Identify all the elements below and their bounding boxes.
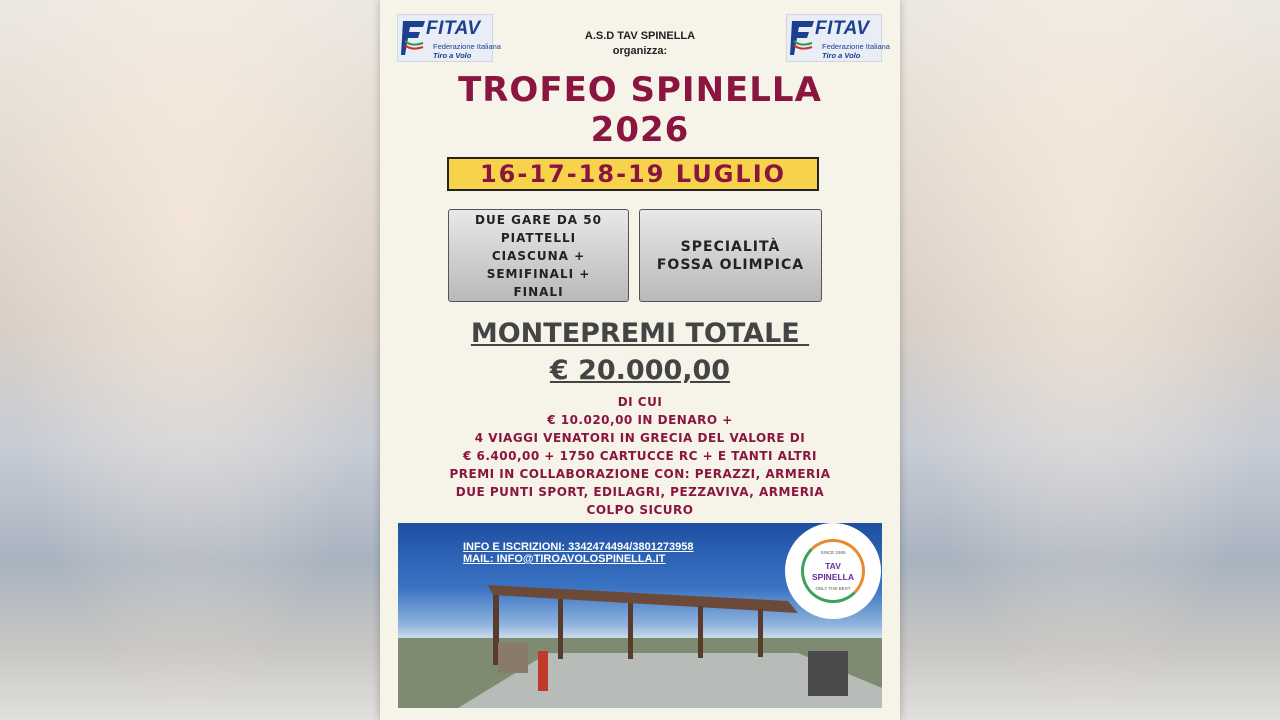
organizer-name: A.S.D TAV SPINELLA <box>584 30 696 42</box>
specialty-label: SPECIALITÀ <box>680 238 781 255</box>
tav-spinella-badge <box>785 523 881 619</box>
badge-since: SINCE 1955 <box>820 550 846 555</box>
prize-detail-line: DI CUI <box>617 395 663 409</box>
prize-detail-line: € 6.400,00 + 1750 CARTUCCE RC + E TANTI ALTRI <box>462 449 818 463</box>
prize-detail-line: COLPO SICURO <box>586 503 694 517</box>
event-dates: 16-17-18-19 LUGLIO <box>447 157 819 191</box>
badge-name-2: SPINELLA <box>811 572 855 582</box>
competition-format-box <box>448 209 629 302</box>
fitav-emblem-icon <box>790 19 816 59</box>
badge-ring <box>801 539 865 603</box>
fitav-subtitle-1: Federazione Italiana <box>822 42 890 51</box>
prize-detail-line: PREMI IN COLLABORAZIONE CON: PERAZZI, ARMERIA <box>449 467 831 481</box>
fitav-logo-left <box>397 14 501 62</box>
prize-pool-amount: € 20.000,00 <box>549 355 731 386</box>
prize-details <box>420 393 860 519</box>
prize-detail-line: € 10.020,00 IN DENARO + <box>547 413 733 427</box>
prize-detail-line: DUE PUNTI SPORT, EDILAGRI, PEZZAVIVA, ARMERIA <box>455 485 825 499</box>
event-title: TROFEO SPINELLA <box>458 70 822 110</box>
fitav-emblem-icon <box>401 19 427 59</box>
organizer-verb: organizza: <box>612 45 668 57</box>
fitav-subtitle-1: Federazione Italiana <box>433 42 501 51</box>
fitav-subtitle-2: Tiro a Volo <box>433 51 472 60</box>
event-poster <box>380 0 900 720</box>
prize-pool-title: MONTEPREMI TOTALE <box>470 318 810 349</box>
fitav-brand-text: FITAV <box>426 18 481 39</box>
fitav-brand-text: FITAV <box>815 18 870 39</box>
event-year: 2026 <box>590 110 690 150</box>
badge-name-1: TAV <box>825 561 841 571</box>
specialty-value: FOSSA OLIMPICA <box>656 256 805 273</box>
background-blur-right <box>900 0 1280 720</box>
prize-detail-line: 4 VIAGGI VENATORI IN GRECIA DEL VALORE DI <box>474 431 806 445</box>
competition-format-text: DUE GARE DA 50 PIATTELLI CIASCUNA + SEMIFINALI + FINALI <box>475 212 602 299</box>
fitav-logo-right <box>786 14 890 62</box>
specialty-box <box>639 209 822 302</box>
badge-motto: ONLY THE BEST <box>815 586 851 591</box>
background-blur-left <box>0 0 380 720</box>
fitav-subtitle-2: Tiro a Volo <box>822 51 861 60</box>
contact-info-mail[interactable]: MAIL: INFO@TIROAVOLOSPINELLA.IT <box>463 553 666 565</box>
contact-info-phone: INFO E ISCRIZIONI: 3342474494/3801273958 <box>463 541 694 553</box>
